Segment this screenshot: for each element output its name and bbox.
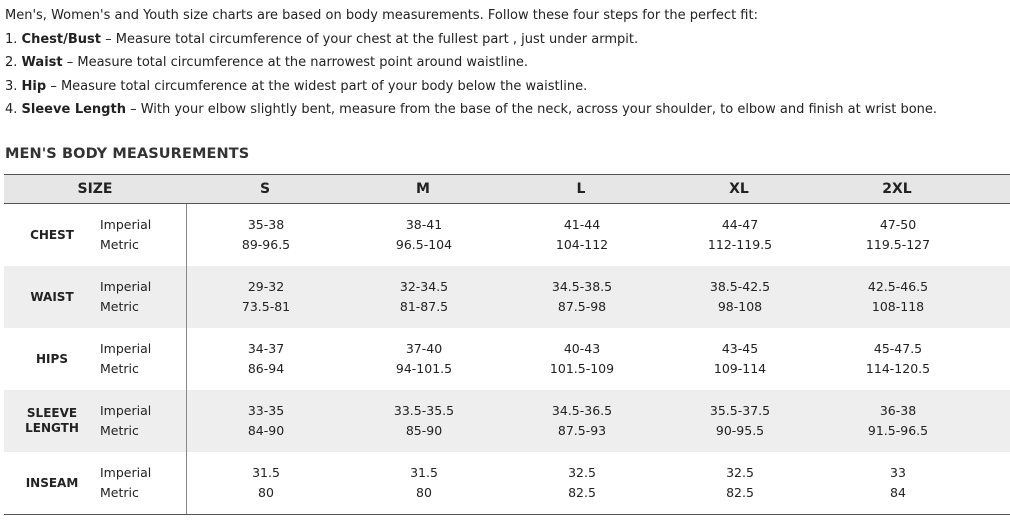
imperial-value: 33-35	[247, 403, 285, 418]
imperial-value: 40-43	[563, 341, 601, 356]
step-term: Sleeve Length	[21, 102, 126, 117]
metric-value: 86-94	[247, 361, 285, 376]
unit-labels	[100, 452, 187, 514]
unit-labels	[100, 204, 187, 266]
unit-metric: Metric	[100, 299, 139, 314]
table-cell	[345, 401, 503, 441]
table-row-hips	[4, 328, 1010, 390]
metric-value: 87.5-98	[557, 299, 607, 314]
metric-value: 87.5-93	[557, 423, 607, 438]
imperial-value: 44-47	[721, 217, 759, 232]
table-cell	[345, 215, 503, 255]
metric-value: 84-90	[247, 423, 285, 438]
step-term: Hip	[21, 78, 47, 94]
metric-value: 119.5-127	[865, 237, 931, 252]
step-1	[5, 28, 937, 52]
imperial-value: 37-40	[405, 341, 443, 356]
metric-value: 96.5-104	[395, 237, 453, 252]
row-label: CHEST	[30, 227, 74, 242]
metric-value: 109-114	[713, 361, 767, 376]
unit-imperial: Imperial	[100, 403, 152, 418]
table-row-inseam	[4, 452, 1010, 515]
imperial-value: 47-50	[879, 217, 917, 232]
table-cell	[187, 339, 345, 379]
imperial-value: 38-41	[405, 217, 443, 232]
table-cell	[187, 401, 345, 441]
metric-value: 80	[258, 485, 274, 500]
unit-labels	[100, 266, 187, 328]
metric-value: 73.5-81	[241, 299, 291, 314]
imperial-value: 38.5-42.5	[709, 279, 771, 294]
unit-imperial: Imperial	[100, 341, 152, 356]
table-cell	[661, 215, 819, 255]
table-cell	[661, 277, 819, 317]
size-header-m: M	[416, 181, 430, 197]
unit-metric: Metric	[100, 237, 139, 252]
size-header-2xl: 2XL	[882, 181, 912, 197]
table-cell	[503, 277, 661, 317]
imperial-value: 31.5	[410, 465, 438, 480]
size-header: SIZE	[77, 181, 113, 197]
table-cell	[345, 339, 503, 379]
imperial-value: 35.5-37.5	[709, 403, 771, 418]
table-cell	[661, 463, 819, 503]
step-term: Chest/Bust	[21, 31, 101, 47]
unit-metric: Metric	[100, 485, 139, 500]
table-cell	[187, 463, 345, 503]
unit-imperial: Imperial	[100, 465, 152, 480]
table-header	[4, 174, 1010, 204]
table-cell	[503, 215, 661, 255]
step-2	[5, 51, 937, 75]
step-4	[5, 98, 937, 122]
unit-imperial: Imperial	[100, 279, 152, 294]
metric-value: 80	[416, 485, 432, 500]
step-text: – With your elbow slightly bent, measure from the base of the neck, across your shoulder, to elbow and finish at wrist bone.	[125, 102, 938, 117]
metric-value: 94-101.5	[395, 361, 453, 376]
row-label: WAIST	[30, 289, 74, 304]
imperial-value: 29-32	[247, 279, 285, 294]
size-header-l: L	[576, 181, 586, 197]
row-label: HIPS	[36, 351, 68, 366]
table-cell	[661, 339, 819, 379]
size-header-xl: XL	[729, 181, 749, 197]
step-3	[5, 75, 937, 99]
step-number: 4.	[5, 102, 22, 117]
metric-value: 85-90	[405, 423, 443, 438]
metric-value: 98-108	[717, 299, 763, 314]
imperial-value: 33	[890, 465, 906, 480]
table-row-chest	[4, 204, 1010, 266]
table-cell	[187, 277, 345, 317]
size-header-s: S	[259, 181, 271, 197]
intro-lead: Men's, Women's and Youth size charts are based on body measurements. Follow these four steps for the perfect fit:	[5, 8, 758, 23]
metric-value: 89-96.5	[241, 237, 291, 252]
imperial-value: 43-45	[721, 341, 759, 356]
imperial-value: 32.5	[726, 465, 754, 480]
section-title: MEN'S BODY MEASUREMENTS	[5, 146, 250, 162]
table-cell	[819, 277, 977, 317]
unit-metric: Metric	[100, 423, 139, 438]
table-cell	[819, 339, 977, 379]
unit-imperial: Imperial	[100, 217, 152, 232]
table-cell	[819, 463, 977, 503]
imperial-value: 45-47.5	[873, 341, 923, 356]
metric-value: 82.5	[726, 485, 754, 500]
step-text: – Measure total circumference at the widest part of your body below the waistline.	[46, 78, 588, 94]
imperial-value: 34-37	[247, 341, 285, 356]
row-label: SLEEVE LENGTH	[25, 406, 79, 435]
imperial-value: 32-34.5	[399, 279, 449, 294]
metric-value: 112-119.5	[707, 237, 773, 252]
size-chart-table	[4, 174, 1010, 515]
row-label: INSEAM	[25, 475, 79, 490]
imperial-value: 35-38	[247, 217, 285, 232]
table-cell	[661, 401, 819, 441]
table-row-sleeve-length	[4, 390, 1010, 452]
metric-value: 90-95.5	[715, 423, 765, 438]
table-cell	[187, 215, 345, 255]
metric-value: 82.5	[568, 485, 596, 500]
metric-value: 114-120.5	[865, 361, 931, 376]
step-term: Waist	[21, 55, 63, 70]
table-cell	[819, 215, 977, 255]
imperial-value: 31.5	[252, 465, 280, 480]
table-cell	[345, 277, 503, 317]
imperial-value: 34.5-38.5	[551, 279, 613, 294]
table-cell	[503, 401, 661, 441]
table-cell	[503, 339, 661, 379]
metric-value: 91.5-96.5	[867, 423, 929, 438]
metric-value: 84	[890, 485, 906, 500]
imperial-value: 32.5	[568, 465, 596, 480]
unit-labels	[100, 328, 187, 390]
step-number: 1.	[5, 31, 22, 47]
metric-value: 108-118	[871, 299, 925, 314]
table-row-waist	[4, 266, 1010, 328]
unit-labels	[100, 390, 187, 452]
imperial-value: 34.5-36.5	[551, 403, 613, 418]
metric-value: 101.5-109	[549, 361, 615, 376]
step-text: – Measure total circumference of your chest at the fullest part , just under armpit.	[100, 31, 639, 47]
unit-metric: Metric	[100, 361, 139, 376]
metric-value: 81-87.5	[399, 299, 449, 314]
table-cell	[345, 463, 503, 503]
imperial-value: 41-44	[563, 217, 601, 232]
instructions	[5, 4, 937, 122]
imperial-value: 42.5-46.5	[867, 279, 929, 294]
table-cell	[503, 463, 661, 503]
imperial-value: 36-38	[879, 403, 917, 418]
step-number: 2.	[5, 55, 22, 70]
table-cell	[819, 401, 977, 441]
imperial-value: 33.5-35.5	[393, 403, 455, 418]
step-text: – Measure total circumference at the narrowest point around waistline.	[62, 55, 529, 70]
metric-value: 104-112	[555, 237, 609, 252]
step-number: 3.	[5, 78, 22, 94]
